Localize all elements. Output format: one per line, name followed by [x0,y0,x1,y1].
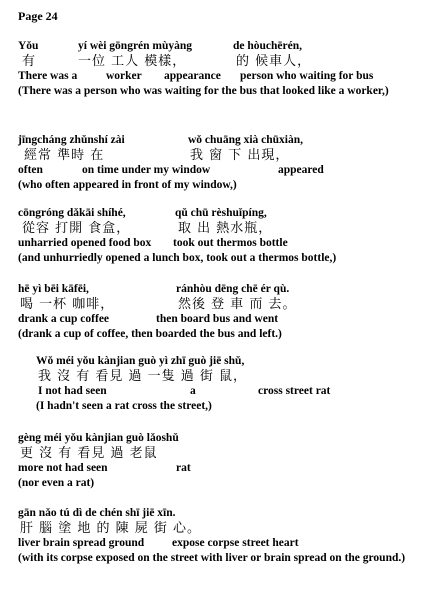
pinyin-segment: jīngcháng zhǔnshí zài [18,134,125,146]
hanzi-line [18,298,418,313]
pinyin-segment: Yǒu [18,40,39,52]
gloss-segment: on time under my window [82,164,211,176]
pinyin-segment: gèng méi yǒu kànjian guò lǎoshǔ [18,432,179,444]
gloss-segment: appeared [278,164,324,176]
hanzi-line [18,149,418,164]
translation: (I hadn't seen a rat cross the street,) [36,400,212,412]
gloss-segment: person who waiting for bus [240,70,374,82]
pinyin-line [18,432,418,447]
gloss-segment: worker [106,70,142,82]
pinyin-line [18,40,418,55]
pinyin-segment: hē yì bēi kāfēi, [18,283,89,295]
pinyin-segment: yí wèi gōngrén mùyàng [78,40,193,52]
hanzi-segment: 我 沒 有 看見 過 一隻 過 街 鼠， [38,369,248,384]
sentence-block-3 [18,207,418,266]
translation: (nor even a rat) [18,477,95,489]
pinyin-line [18,207,418,222]
translation: (with its corpse exposed on the street with liver or brain spread on the ground.) [18,552,406,564]
pinyin-segment: Wǒ méi yǒu kànjian guò yì zhī guò jiē shǔ, [36,355,245,367]
hanzi-segment: 更 沒 有 看見 過 老鼠 [20,446,158,461]
hanzi-segment: 從容 打開 食盒， [22,221,131,236]
hanzi-segment: 肝 腦 塗 地 的 陳 屍 街 心。 [20,521,202,536]
pinyin-segment: ránhòu dēng chē ér qù. [176,283,290,295]
translation: (and unhurriedly opened a lunch box, took out a thermos bottle,) [18,252,337,264]
gloss-segment: then board bus and went [156,313,279,325]
gloss-segment: cross street rat [258,385,331,397]
pinyin-line [18,507,418,522]
page-label: Page 24 [18,9,58,23]
sentence-block-6 [18,432,418,491]
gloss-line [18,164,418,179]
translation: (who often appeared in front of my window,) [18,179,237,191]
sentence-block-2 [18,134,418,193]
gloss-segment: There was a [18,70,78,82]
hanzi-line [18,522,418,537]
hanzi-segment: 的 候車人， [236,54,312,69]
gloss-segment: expose corpse street heart [172,537,299,549]
pinyin-line [18,134,418,149]
hanzi-segment: 經常 準時 在 [24,148,105,163]
hanzi-line [18,55,418,70]
sentence-block-7 [18,507,418,566]
sentence-block-1 [18,40,418,99]
hanzi-segment: 我 窗 下 出現， [190,148,290,163]
pinyin-segment: cōngróng dǎkāi shíhé, [18,207,126,219]
pinyin-segment: gān nǎo tú dì de chén shī jiē xīn. [18,507,176,519]
sentence-block-4 [18,283,418,342]
gloss-segment: more not had seen [18,462,108,474]
gloss-segment: often [18,164,43,176]
gloss-segment: rat [176,462,191,474]
gloss-line [18,462,418,477]
gloss-line [18,237,418,252]
hanzi-segment: 然後 登 車 而 去。 [178,297,297,312]
gloss-segment: liver brain spread ground [18,537,145,549]
gloss-segment: a [190,385,196,397]
gloss-line [18,313,418,328]
pinyin-segment: de hòuchērén, [233,40,302,52]
sentence-block-5 [36,355,425,414]
hanzi-line [18,447,418,462]
gloss-segment: took out thermos bottle [173,237,288,249]
gloss-segment: drank a cup coffee [18,313,110,325]
gloss-segment: I not had seen [38,385,107,397]
hanzi-segment: 一位 工人 模樣， [78,54,187,69]
gloss-line [18,70,418,85]
pinyin-segment: qǔ chū rèshuǐpíng, [175,207,267,219]
gloss-segment: appearance [164,70,221,82]
hanzi-line [36,370,425,385]
pinyin-segment: wǒ chuāng xià chūxiàn, [188,134,304,146]
gloss-segment: unharried opened food box [18,237,152,249]
hanzi-segment: 取 出 熱水瓶， [178,221,273,236]
translation: (There was a person who was waiting for the bus that looked like a worker,) [18,85,389,97]
hanzi-segment: 喝 一杯 咖啡， [20,297,115,312]
translation: (drank a cup of coffee, then boarded the bus and left.) [18,328,282,340]
pinyin-line [18,283,418,298]
hanzi-segment: 有 [22,54,37,69]
gloss-line [18,537,418,552]
hanzi-line [18,222,418,237]
gloss-line [36,385,425,400]
pinyin-line [36,355,425,370]
